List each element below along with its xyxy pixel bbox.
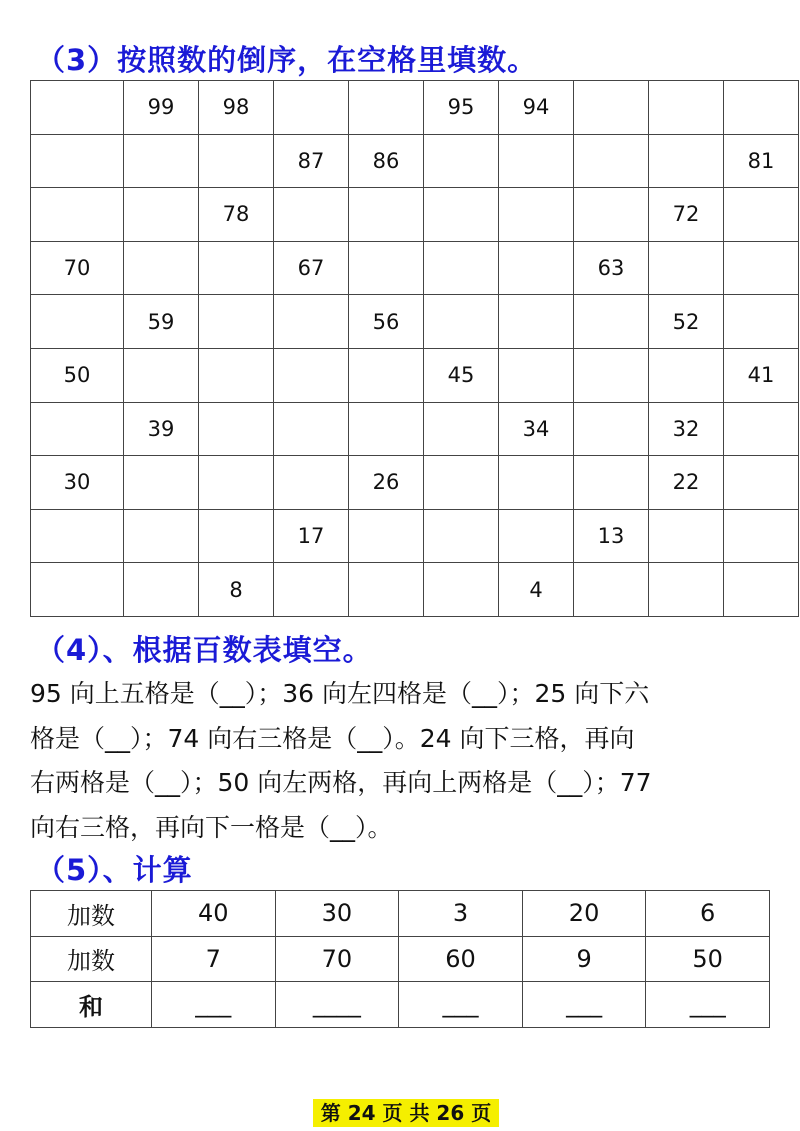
- table-cell: 3: [399, 891, 523, 937]
- grid-cell: 52: [649, 295, 724, 349]
- grid-cell: [499, 134, 574, 188]
- grid-cell: [349, 241, 424, 295]
- row-label: 加数: [31, 891, 152, 937]
- table-cell: 40: [152, 891, 276, 937]
- grid-cell: [724, 509, 799, 563]
- grid-cell: [424, 456, 499, 510]
- grid-cell: [574, 563, 649, 617]
- grid-cell: [724, 188, 799, 242]
- grid-cell: 99: [124, 81, 199, 135]
- grid-cell: 86: [349, 134, 424, 188]
- grid-cell: [649, 563, 724, 617]
- grid-cell: 67: [274, 241, 349, 295]
- table-cell: 6: [646, 891, 770, 937]
- grid-cell: [649, 241, 724, 295]
- grid-cell: [274, 81, 349, 135]
- grid-cell: [574, 81, 649, 135]
- grid-cell: [499, 509, 574, 563]
- grid-cell: 81: [724, 134, 799, 188]
- grid-cell: [31, 134, 124, 188]
- grid-cell: [199, 295, 274, 349]
- table-cell: 30: [275, 891, 399, 937]
- grid-cell: [199, 509, 274, 563]
- fill-in-paragraph: [30, 672, 780, 850]
- grid-cell: [724, 563, 799, 617]
- grid-cell: [349, 563, 424, 617]
- grid-cell: [349, 509, 424, 563]
- grid-cell: [574, 456, 649, 510]
- grid-cell: 30: [31, 456, 124, 510]
- grid-cell: 13: [574, 509, 649, 563]
- grid-cell: 95: [424, 81, 499, 135]
- grid-row: [31, 134, 799, 188]
- grid-cell: [124, 188, 199, 242]
- grid-cell: [724, 295, 799, 349]
- addition-table: [30, 890, 770, 1028]
- grid-cell: [124, 241, 199, 295]
- table-row: [31, 891, 770, 937]
- grid-cell: 94: [499, 81, 574, 135]
- answer-blank: ___: [152, 982, 276, 1028]
- section-3-title: （3）按照数的倒序，在空格里填数。: [36, 43, 538, 77]
- grid-cell: [424, 563, 499, 617]
- hundred-chart-grid: [30, 80, 799, 617]
- grid-cell: [124, 348, 199, 402]
- grid-cell: 50: [31, 348, 124, 402]
- grid-cell: [424, 241, 499, 295]
- grid-cell: [274, 348, 349, 402]
- grid-row: [31, 402, 799, 456]
- grid-cell: 26: [349, 456, 424, 510]
- grid-cell: [124, 509, 199, 563]
- grid-row: [31, 241, 799, 295]
- page-number: 第 24 页 共 26 页: [313, 1099, 499, 1127]
- grid-cell: [274, 188, 349, 242]
- grid-cell: [649, 348, 724, 402]
- grid-cell: [31, 402, 124, 456]
- grid-row: [31, 81, 799, 135]
- grid-cell: [499, 456, 574, 510]
- grid-cell: [499, 241, 574, 295]
- grid-cell: [424, 509, 499, 563]
- table-row: [31, 982, 770, 1028]
- grid-cell: [199, 348, 274, 402]
- grid-cell: 78: [199, 188, 274, 242]
- grid-cell: [574, 402, 649, 456]
- grid-cell: [199, 402, 274, 456]
- paragraph-line: 95 向上五格是（__）；36 向左四格是（__）；25 向下六: [30, 679, 650, 708]
- grid-cell: [199, 456, 274, 510]
- grid-cell: [574, 295, 649, 349]
- grid-cell: [499, 348, 574, 402]
- table-cell: 70: [275, 936, 399, 982]
- table-row: [31, 936, 770, 982]
- grid-cell: [649, 509, 724, 563]
- grid-row: [31, 295, 799, 349]
- grid-cell: [124, 456, 199, 510]
- grid-cell: [499, 295, 574, 349]
- grid-cell: [274, 295, 349, 349]
- grid-cell: 4: [499, 563, 574, 617]
- answer-blank: ___: [646, 982, 770, 1028]
- grid-cell: 98: [199, 81, 274, 135]
- grid-cell: [424, 402, 499, 456]
- table-cell: 9: [522, 936, 646, 982]
- grid-cell: [424, 188, 499, 242]
- grid-cell: 59: [124, 295, 199, 349]
- section-5-title: （5）、计算: [36, 853, 193, 887]
- grid-cell: 56: [349, 295, 424, 349]
- grid-cell: [574, 134, 649, 188]
- table-cell: 20: [522, 891, 646, 937]
- grid-cell: [124, 563, 199, 617]
- grid-row: [31, 563, 799, 617]
- grid-cell: [724, 81, 799, 135]
- grid-cell: [31, 563, 124, 617]
- grid-row: [31, 509, 799, 563]
- grid-cell: [649, 134, 724, 188]
- grid-cell: 8: [199, 563, 274, 617]
- grid-cell: 72: [649, 188, 724, 242]
- paragraph-line: 右两格是（__）；50 向左两格，再向上两格是（__）；77: [30, 768, 652, 797]
- grid-cell: 63: [574, 241, 649, 295]
- grid-cell: 34: [499, 402, 574, 456]
- grid-row: [31, 456, 799, 510]
- grid-cell: 22: [649, 456, 724, 510]
- grid-row: [31, 348, 799, 402]
- grid-cell: 87: [274, 134, 349, 188]
- grid-cell: [31, 295, 124, 349]
- grid-cell: [274, 456, 349, 510]
- grid-cell: [199, 134, 274, 188]
- table-cell: 50: [646, 936, 770, 982]
- grid-cell: 32: [649, 402, 724, 456]
- grid-cell: [31, 81, 124, 135]
- grid-cell: 70: [31, 241, 124, 295]
- paragraph-line: 向右三格，再向下一格是（__）。: [30, 812, 393, 842]
- grid-cell: [31, 509, 124, 563]
- grid-cell: [349, 348, 424, 402]
- table-cell: 7: [152, 936, 276, 982]
- grid-cell: [724, 402, 799, 456]
- row-label: 和: [31, 982, 152, 1028]
- grid-cell: [199, 241, 274, 295]
- section-4-title: （4）、根据百数表填空。: [36, 633, 373, 667]
- grid-cell: [124, 134, 199, 188]
- grid-row: [31, 188, 799, 242]
- row-label: 加数: [31, 936, 152, 982]
- grid-cell: [574, 188, 649, 242]
- grid-cell: [499, 188, 574, 242]
- grid-cell: [649, 81, 724, 135]
- grid-cell: 39: [124, 402, 199, 456]
- answer-blank: ___: [399, 982, 523, 1028]
- grid-cell: [724, 456, 799, 510]
- table-cell: 60: [399, 936, 523, 982]
- grid-cell: [274, 402, 349, 456]
- grid-cell: [349, 402, 424, 456]
- grid-cell: [424, 134, 499, 188]
- grid-cell: [574, 348, 649, 402]
- grid-cell: [724, 241, 799, 295]
- paragraph-line: 格是（__）；74 向右三格是（__）。24 向下三格，再向: [30, 723, 635, 753]
- grid-cell: [274, 563, 349, 617]
- answer-blank: ____: [275, 982, 399, 1028]
- grid-cell: 41: [724, 348, 799, 402]
- grid-cell: [349, 188, 424, 242]
- grid-cell: [424, 295, 499, 349]
- grid-cell: 17: [274, 509, 349, 563]
- grid-cell: [349, 81, 424, 135]
- grid-cell: 45: [424, 348, 499, 402]
- answer-blank: ___: [522, 982, 646, 1028]
- grid-cell: [31, 188, 124, 242]
